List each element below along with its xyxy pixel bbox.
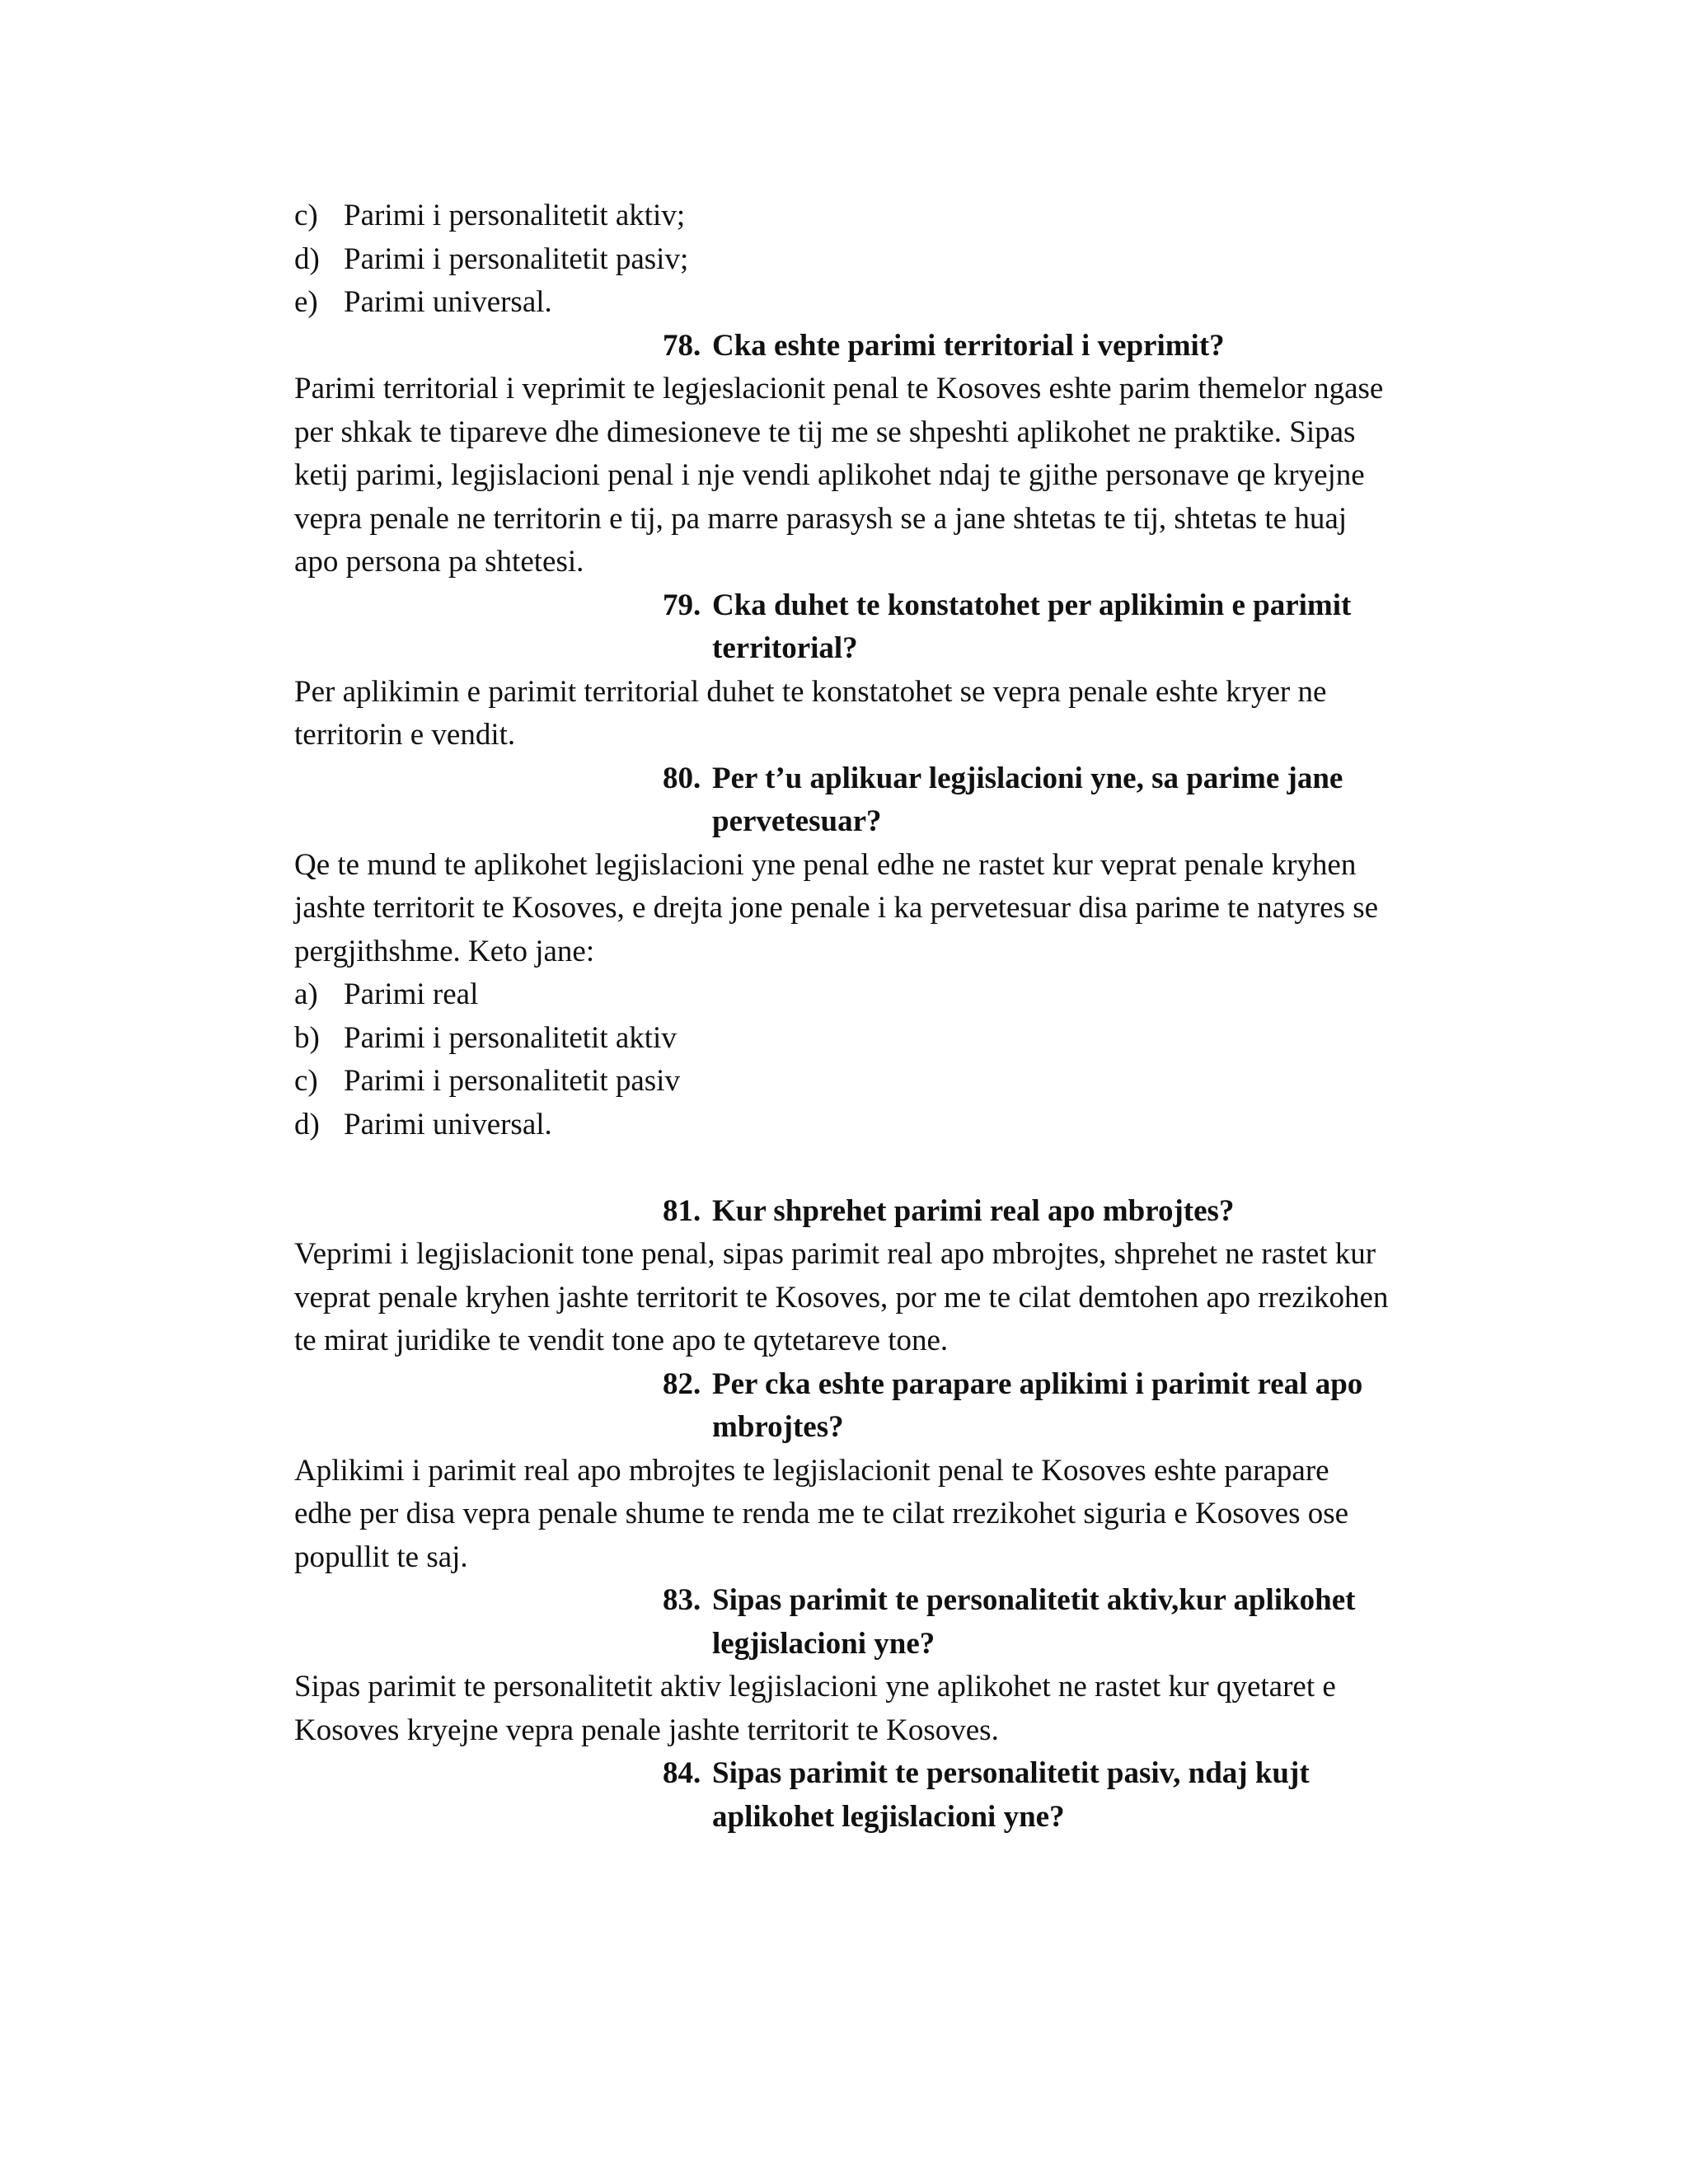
list-marker: e) — [294, 285, 318, 319]
list-item — [294, 194, 1456, 238]
question-number: 80. — [663, 761, 701, 795]
question-text-continued: pervetesuar? — [712, 804, 882, 838]
answer-80 — [294, 844, 1456, 974]
answer-line: veprat penale kryhen jashte territorit te Kosoves, por me te cilat demtohen apo rrezikohen — [294, 1280, 1389, 1315]
answer-line: popullit te saj. — [294, 1540, 468, 1574]
question-text: Kur shprehet parimi real apo mbrojtes? — [712, 1193, 1235, 1228]
list-item — [294, 281, 1456, 325]
answer-line: Veprimi i legjislacionit tone penal, sipas parimit real apo mbrojtes, shprehet ne rastet kur — [294, 1237, 1376, 1271]
question-80-heading — [294, 757, 1456, 844]
answer-line: Per aplikimin e parimit territorial duhet te konstatohet se vepra penale eshte kryer ne — [294, 674, 1327, 709]
question-79-heading — [294, 584, 1456, 671]
list-item-text: Parimi universal. — [344, 1107, 552, 1141]
question-text: Sipas parimit te personalitetit pasiv, ndaj kujt — [712, 1756, 1310, 1790]
question-number: 79. — [663, 588, 701, 622]
answer-line: Parimi territorial i veprimit te legjeslacionit penal te Kosoves eshte parim themelor ngase — [294, 372, 1384, 405]
question-number: 82. — [663, 1366, 701, 1401]
answer-line: jashte territorit te Kosoves, e drejta jone penale i ka pervetesuar disa parime te natyres se — [294, 891, 1379, 925]
question-number: 78. — [663, 328, 701, 363]
list-item — [294, 238, 1456, 282]
question-84-heading — [294, 1752, 1456, 1839]
list-item — [294, 1104, 1456, 1147]
question-number: 84. — [663, 1756, 701, 1790]
question-82-heading — [294, 1363, 1456, 1450]
list-item-text: Parimi i personalitetit aktiv; — [344, 199, 686, 232]
list-item-text: Parimi i personalitetit pasiv; — [344, 241, 689, 276]
list-item — [294, 1060, 1456, 1104]
answer-79 — [294, 671, 1456, 757]
list-marker: a) — [294, 977, 318, 1011]
answer-line: territorin e vendit. — [294, 718, 516, 752]
question-83-heading — [294, 1579, 1456, 1666]
list-item — [294, 973, 1456, 1017]
answer-line: apo persona pa shtetesi. — [294, 545, 584, 579]
list-item-text: Parimi i personalitetit aktiv — [344, 1020, 677, 1055]
blank-line — [294, 1146, 1456, 1190]
answer-line: Kosoves kryejne vepra penale jashte territorit te Kosoves. — [294, 1713, 999, 1747]
principles-list — [294, 973, 1456, 1146]
page-content — [294, 194, 1456, 1839]
question-text: Cka duhet te konstatohet per aplikimin e parimit — [712, 588, 1352, 622]
answer-line: edhe per disa vepra penale shume te renda me te cilat rrezikohet siguria e Kosoves ose — [294, 1497, 1349, 1530]
question-text-continued: aplikohet legjislacioni yne? — [712, 1799, 1065, 1834]
question-text: Per t’u aplikuar legjislacioni yne, sa parime jane — [712, 761, 1343, 795]
question-number: 81. — [663, 1193, 701, 1228]
question-text-continued: territorial? — [712, 631, 858, 665]
question-81-heading — [294, 1190, 1456, 1234]
answer-line: Aplikimi i parimit real apo mbrojtes te legjislacionit penal te Kosoves eshte parapare — [294, 1453, 1329, 1488]
list-marker: d) — [294, 1107, 320, 1141]
list-marker: d) — [294, 241, 320, 276]
answer-78 — [294, 368, 1456, 584]
question-78-heading — [294, 325, 1456, 368]
answer-83 — [294, 1666, 1456, 1752]
question-text: Per cka eshte parapare aplikimi i parimit real apo — [712, 1366, 1363, 1401]
list-item-text: Parimi real — [344, 977, 479, 1011]
list-item-text: Parimi universal. — [344, 285, 552, 319]
list-item-text: Parimi i personalitetit pasiv — [344, 1064, 680, 1098]
question-text-continued: mbrojtes? — [712, 1410, 844, 1444]
question-text-continued: legjislacioni yne? — [712, 1626, 935, 1661]
answer-line: vepra penale ne territorin e tij, pa marre parasysh se a jane shtetas te tij, shtetas te huaj — [294, 501, 1348, 536]
answer-line: per shkak te tipareve dhe dimesioneve te tij me se shpeshti aplikohet ne praktike. Sipas — [294, 415, 1356, 449]
question-text: Cka eshte parimi territorial i veprimit? — [712, 328, 1225, 363]
answer-line: te mirat juridike te vendit tone apo te qytetareve tone. — [294, 1324, 949, 1357]
principles-list-top — [294, 194, 1456, 325]
question-number: 83. — [663, 1583, 701, 1617]
list-marker: c) — [294, 199, 318, 232]
list-marker: b) — [294, 1020, 320, 1055]
answer-81 — [294, 1233, 1456, 1363]
answer-line: pergjithshme. Keto jane: — [294, 934, 595, 968]
answer-82 — [294, 1450, 1456, 1580]
list-item — [294, 1017, 1456, 1061]
list-marker: c) — [294, 1064, 318, 1098]
answer-line: Qe te mund te aplikohet legjislacioni yne penal edhe ne rastet kur veprat penale kryhen — [294, 847, 1357, 882]
question-text: Sipas parimit te personalitetit aktiv,kur aplikohet — [712, 1583, 1356, 1617]
answer-line: ketij parimi, legjislacioni penal i nje vendi aplikohet ndaj te gjithe personave qe kryejne — [294, 458, 1365, 492]
answer-line: Sipas parimit te personalitetit aktiv legjislacioni yne aplikohet ne rastet kur qyetaret e — [294, 1670, 1336, 1704]
